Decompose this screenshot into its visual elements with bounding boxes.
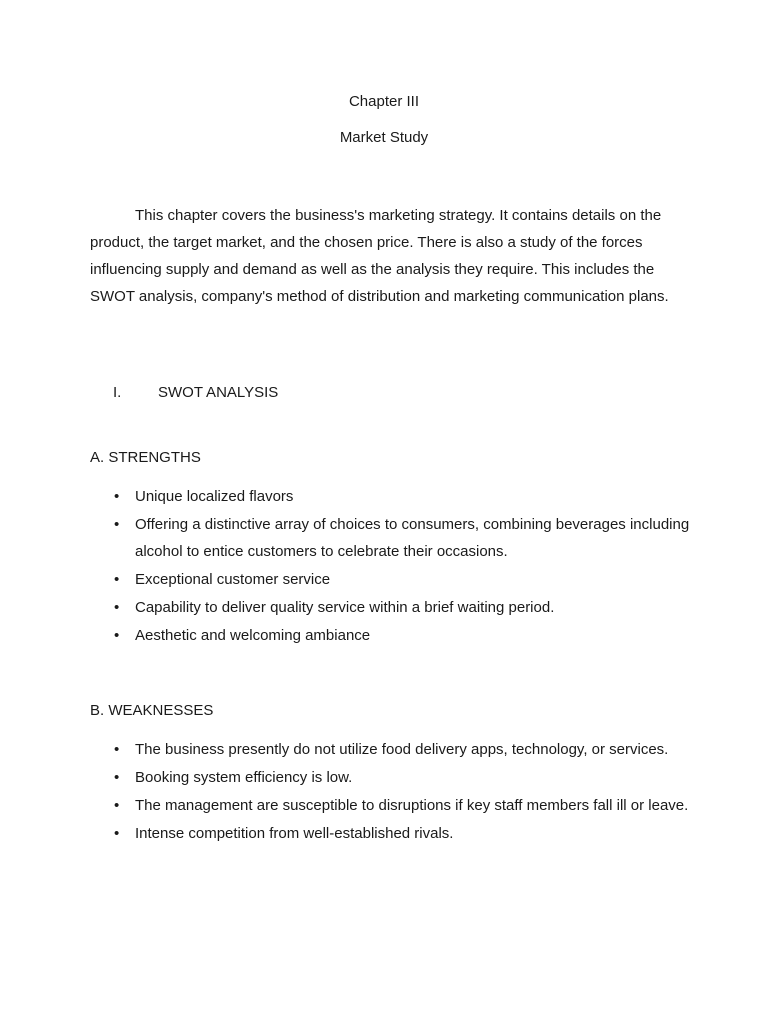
bullet-icon: • [114,627,120,644]
section-number: I. [113,384,122,401]
bullet-icon: • [114,741,120,758]
chapter-label: Chapter III [348,93,420,110]
list-item-text: Booking system efficiency is low. [135,769,353,786]
bullet-icon: • [114,797,120,814]
bullet-icon: • [114,599,120,616]
strengths-list [90,483,690,650]
list-item-text: The business presently do not utilize food delivery apps, technology, or services. [135,741,669,758]
list-item-text: Exceptional customer service [135,571,331,588]
weaknesses-heading: B. WEAKNESSES [90,702,214,719]
list-item [90,820,690,847]
list-item [90,566,690,593]
section-title: SWOT ANALYSIS [158,384,279,401]
list-item-text: The management are susceptible to disruptions if key staff members fall ill or leave. [135,797,689,814]
list-item [90,483,690,510]
weaknesses-list [90,736,690,848]
list-item [90,764,690,791]
bullet-icon: • [114,488,120,505]
bullet-icon: • [114,769,120,786]
list-item [90,511,690,565]
intro-paragraph: This chapter covers the business's marketing strategy. It contains details on the product, the target market, and the chosen price. There is also a study of the forces influencing supply and demand as well as the analysis they require. This includes the SWOT analysis, company's method of distribution and marketing communication plans. [90,207,669,305]
list-item-text: Capability to deliver quality service within a brief waiting period. [135,599,555,616]
list-item [90,792,690,819]
list-item [90,594,690,621]
chapter-title: Market Study [339,129,429,146]
list-item-text: Offering a distinctive array of choices to consumers, combining beverages including alcohol to entice customers to celebrate their occasions. [135,516,690,560]
list-item-text: Intense competition from well-established rivals. [135,825,454,842]
bullet-icon: • [114,571,120,588]
list-item-text: Unique localized flavors [135,488,294,505]
bullet-icon: • [114,825,120,842]
list-item-text: Aesthetic and welcoming ambiance [135,627,371,644]
bullet-icon: • [114,516,120,533]
strengths-heading: A. STRENGTHS [90,449,201,466]
list-item [90,622,690,649]
list-item [90,736,690,763]
